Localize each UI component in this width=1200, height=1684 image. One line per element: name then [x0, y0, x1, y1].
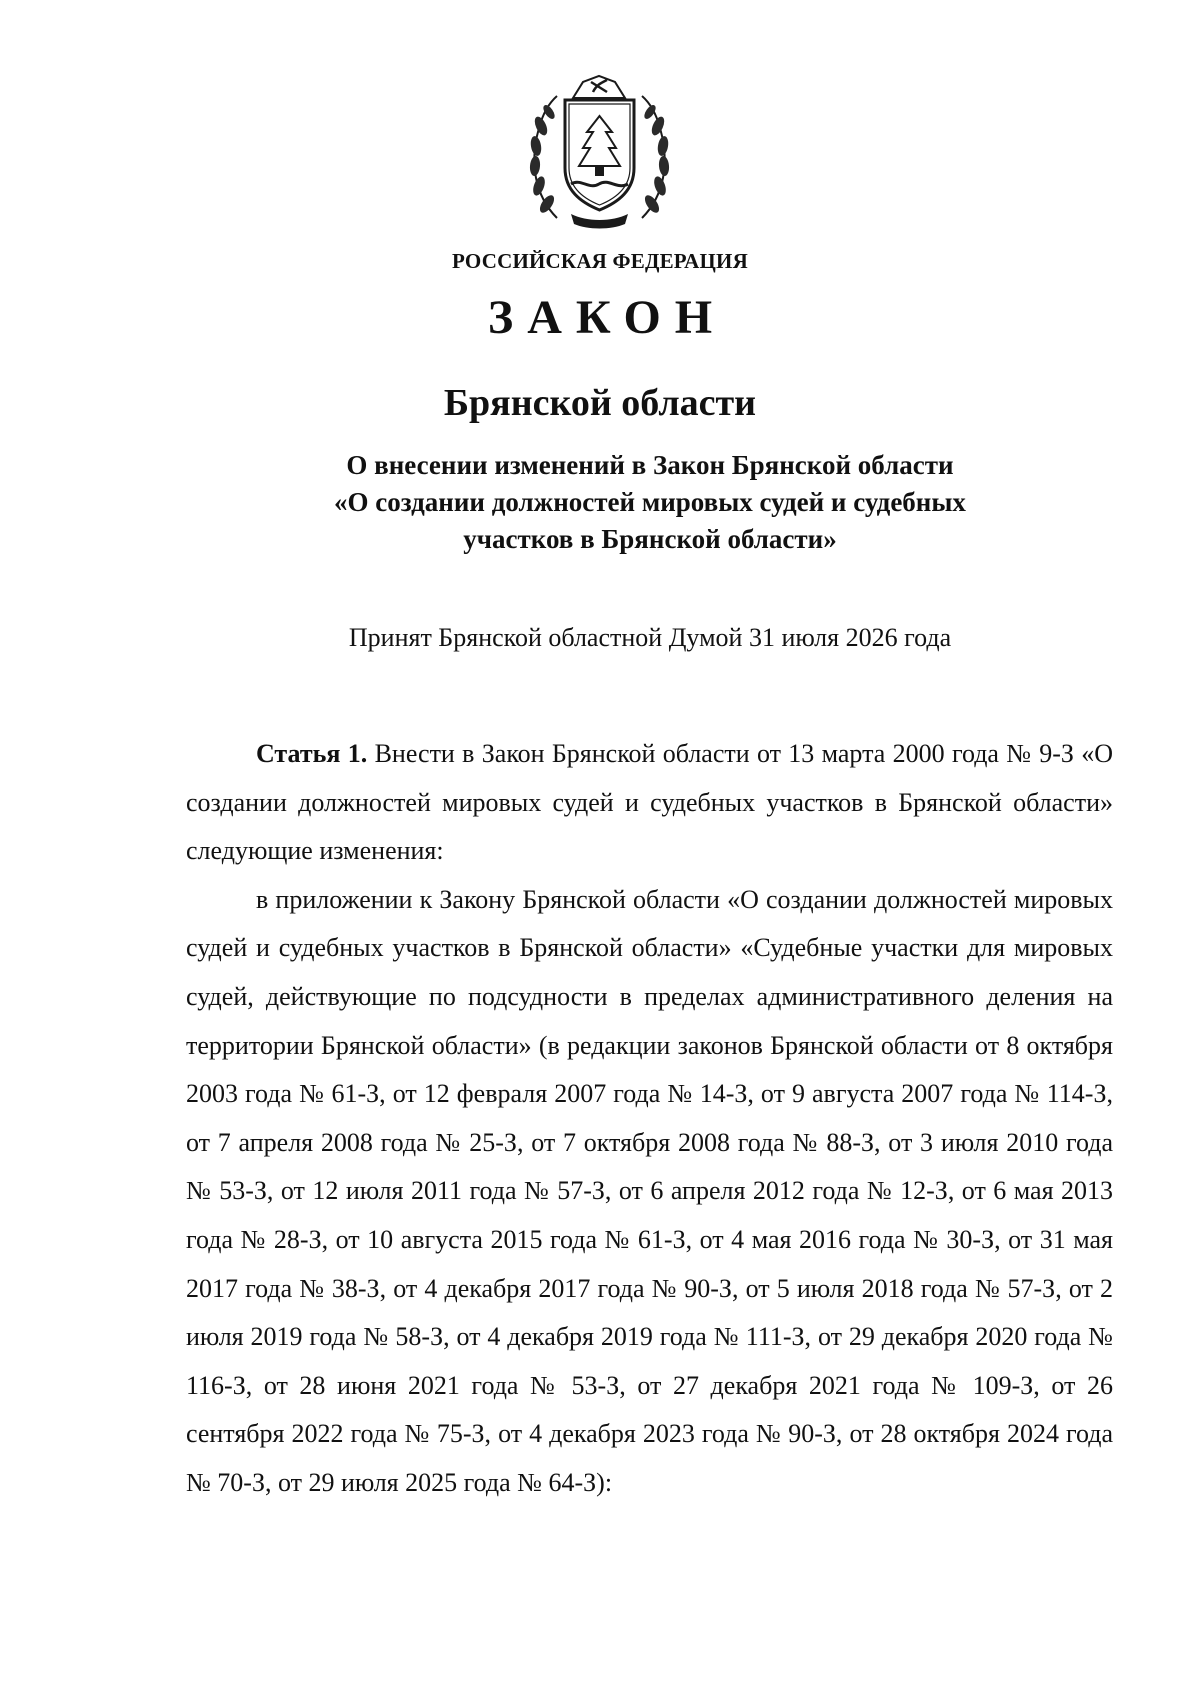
amendment-paragraph: в приложении к Закону Брянской области «О создании должностей мировых судей и судебных участков в Брянской области» «Судебные участки для мировых судей, действующие по подсудности в пределах административного деления на территории Брянской области» (в редакции законов Брянской области от 8 октября 2003 года № 61-З, от 12 февраля 2007 года № 14-З, от 9 августа 2007 года № 114-З, от 7 апреля 2008 года № 25-З, от 7 октября 2008 года № 88-З, от 3 июля 2010 года № 53-З, от 12 июля 2011 года № 57-З, от 6 апреля 2012 года № 12-З, от 6 мая 2013 года № 28-З, от 10 августа 2015 года № 61-З, от 4 мая 2016 года № 30-З, от 31 мая 2017 года № 38-З, от 4 декабря 2017 года № 90-З, от 5 июля 2018 года № 57-З, от 2 июля 2019 года № 58-З, от 4 декабря 2019 года № 111-З, от 29 декабря 2020 года № 116-З, от 28 июня 2021 года № 53-З, от 27 декабря 2021 года № 109-З, от 26 сентября 2022 года № 75-З, от 4 декабря 2023 года № 90-З, от 28 октября 2024 года № 70-З, от 29 июля 2025 года № 64-З):: [186, 884, 1113, 1497]
document-type-title: ЗАКОН: [487, 291, 727, 344]
country-name: РОССИЙСКАЯ ФЕДЕРАЦИЯ: [452, 249, 748, 273]
adoption-statement: Принят Брянской областной Думой 31 июля 2026 года: [348, 623, 952, 652]
article-1-label: Статья 1.: [256, 739, 368, 768]
law-subject: [260, 447, 1040, 558]
law-body: [186, 730, 1113, 1508]
article-1-paragraph: [186, 730, 1113, 876]
law-subject-line: участков в Брянской области»: [463, 524, 837, 554]
coat-of-arms-icon: [527, 68, 672, 230]
law-subject-line: О внесении изменений в Закон Брянской области: [346, 450, 954, 480]
law-subject-line: «О создании должностей мировых судей и судебных: [334, 487, 966, 517]
region-name: Брянской области: [443, 382, 757, 424]
article-1-text: Внести в Закон Брянской области от 13 марта 2000 года № 9-З «О создании должностей мировых судей и судебных участков в Брянской области» следующие изменения:: [186, 739, 1114, 866]
